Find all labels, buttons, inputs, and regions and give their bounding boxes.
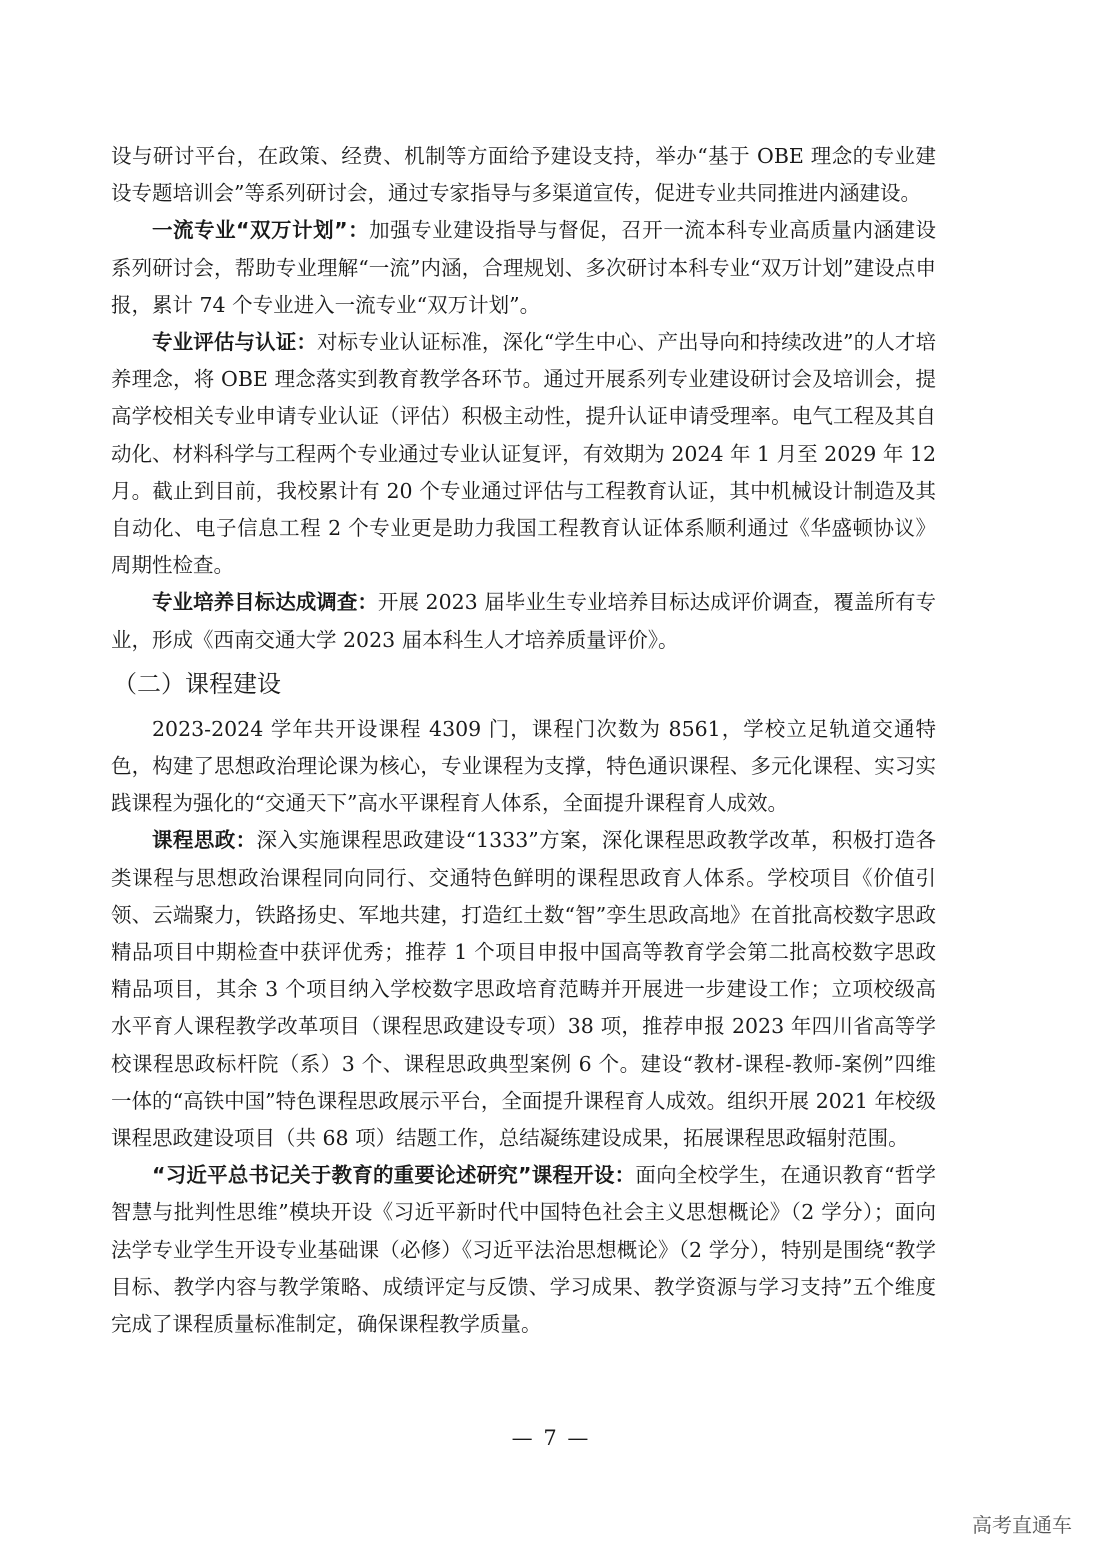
paragraph-lead: 专业培养目标达成调查： [152,590,378,615]
paragraph-first-class-program [111,212,936,324]
page-number: — 7 — [511,1426,591,1450]
paragraph-platform-support [111,138,936,212]
paragraph-lead: 专业评估与认证： [152,330,317,355]
paragraph-text: 对标专业认证标准，深化“学生中心、产出导向和持续改进”的人才培养理念，将 OBE 理念落实到教育教学各环节。通过开展系列专业建设研讨会及培训会，提高学校相关专业申请专业认证（评估）积极主动性，提升认证申请受理率。电气工程及其自动化、材料科学与工程两个专业通过专业认证复评，有效期为 2024 年 1 月至 2029 年 12 月。截止到目前，我校累计有 20 个专业通过评估与工程教育认证，其中机械设计制造及其自动化、电子信息工程 2 个专业更是助力我国工程教育认证体系顺利通过《华盛顿协议》周期性检查。 [111,330,937,578]
paragraph-text: 开展 2023 届毕业生专业培养目标达成评价调查，覆盖所有专业，形成《西南交通大学 2023 届本科生人才培养质量评价》。 [111,590,937,652]
watermark: 高考直通车 [972,1513,1072,1537]
paragraph-lead: 课程思政： [152,828,257,853]
paragraph-text: 加强专业建设指导与督促，召开一流本科专业高质量内涵建设系列研讨会，帮助专业理解“一流”内涵，合理规划、多次研讨本科专业“双万计划”建设点申报，累计 74 个专业进入一流专业“双万计划”。 [111,218,936,317]
paragraph-program-accreditation [111,324,936,584]
page-body [111,138,936,1343]
paragraph-lead: 一流专业“双万计划”： [152,218,370,243]
paragraph-course-overview [111,711,936,823]
paragraph-text: 设与研讨平台，在政策、经费、机制等方面给予建设支持，举办“基于 OBE 理念的专业建设专题培训会”等系列研讨会，通过专家指导与多渠道宣传，促进专业共同推进内涵建设。 [111,144,936,206]
paragraph-ideological-courses [111,822,936,1157]
paragraph-education-discourse-course [111,1157,936,1343]
paragraph-lead: “习近平总书记关于教育的重要论述研究”课程开设： [152,1163,636,1188]
paragraph-text: 面向全校学生，在通识教育“哲学智慧与批判性思维”模块开设《习近平新时代中国特色社会主义思想概论》（2 学分）；面向法学专业学生开设专业基础课（必修）《习近平法治思想概论》（2 学分），特别是围绕“教学目标、教学内容与教学策略、成绩评定与反馈、学习成果、教学资源与学习支持”五个维度完成了课程质量标准制定，确保课程教学质量。 [111,1163,936,1337]
paragraph-text: 深入实施课程思政建设“1333”方案，深化课程思政教学改革，积极打造各类课程与思想政治课程同向同行、交通特色鲜明的课程思政育人体系。学校项目《价值引领、云端聚力，铁路扬史、军地共建，打造红土数“智”孪生思政高地》在首批高校数字思政精品项目中期检查中获评优秀；推荐 1 个项目申报中国高等教育学会第二批高校数字思政精品项目，其余 3 个项目纳入学校数字思政培育范畴并开展进一步建设工作；立项校级高水平育人课程教学改革项目（课程思政建设专项）38 项，推荐申报 2023 年四川省高等学校课程思政标杆院（系）3 个、课程思政典型案例 6 个。建设“教材-课程-教师-案例”四维一体的“高铁中国”特色课程思政展示平台，全面提升课程育人成效。组织开展 2021 年校级课程思政建设项目（共 68 项）结题工作，总结凝练建设成果，拓展课程思政辐射范围。 [111,828,936,1151]
section-heading-course-construction: （二）课程建设 [113,669,281,698]
paragraph-text: 2023-2024 学年共开设课程 4309 门，课程门次数为 8561，学校立足轨道交通特色，构建了思想政治理论课为核心，专业课程为支撑，特色通识课程、多元化课程、实习实践课程为强化的“交通天下”高水平课程育人体系，全面提升课程育人成效。 [111,716,936,816]
paragraph-training-goal-survey [111,584,936,658]
